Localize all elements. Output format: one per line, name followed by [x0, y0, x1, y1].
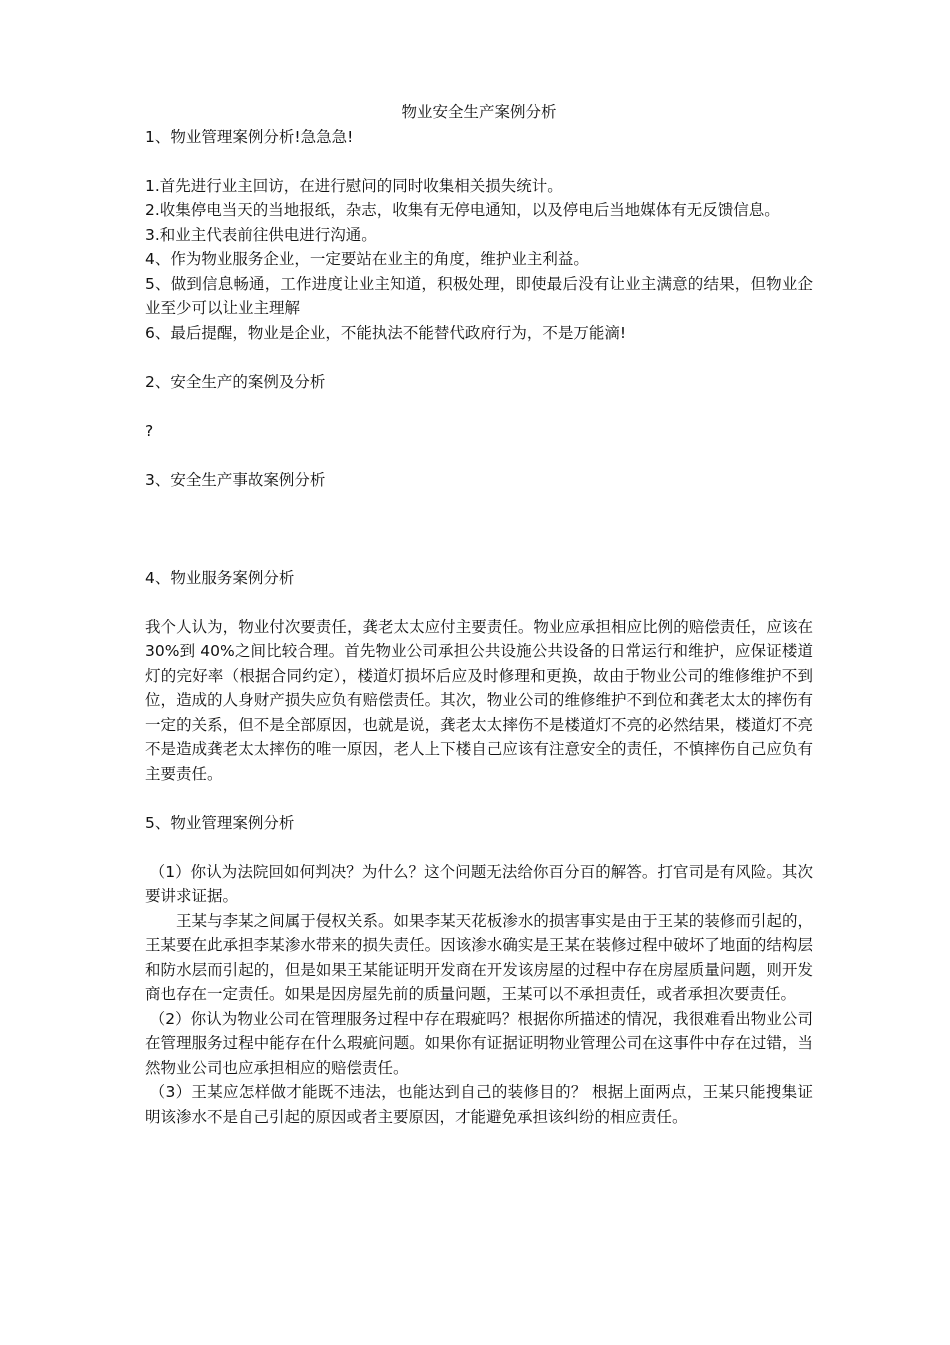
section-1-item: 1.首先进行业主回访，在进行慰问的同时收集相关损失统计。: [145, 176, 563, 195]
section-4-heading: 4、物业服务案例分析: [145, 568, 295, 587]
section-1-item: 6、最后提醒，物业是企业，不能执法不能替代政府行为，不是万能滴!: [145, 323, 627, 342]
section-3-heading: 3、安全生产事故案例分析: [145, 470, 326, 489]
blank-line: [145, 443, 813, 468]
section-5-question-2: （2）你认为物业公司在管理服务过程中存在瑕疵吗？根据你所描述的情况，我很难看出物业公司在管理服务过程中能存在什么瑕疵问题。如果你有证据证明物业管理公司在这事件中存在过错，当然物业公司也应承担相应的赔偿责任。: [145, 1009, 813, 1077]
section-4-body: 我个人认为，物业付次要责任，龚老太太应付主要责任。物业应承担相应比例的赔偿责任，应该在 30%到 40%之间比较合理。首先物业公司承担公共设施公共设备的日常运行和维护，应保证楼道灯的完好率（根据合同约定），楼道灯损坏后应及时修理和更换，故由于物业公司的维修维护不到位，造成的人身财产损失应负有赔偿责任。其次，物业公司的维修维护不到位和龚老太太的摔伤有一定的关系，但不是全部原因，也就是说，龚老太太摔伤不是楼道灯不亮的必然结果，楼道灯不亮不是造成龚老太太摔伤的唯一原因，老人上下楼自己应该有注意安全的责任，不慎摔伤自己应负有主要责任。: [145, 617, 813, 783]
section-1-item: 3.和业主代表前往供电进行沟通。: [145, 225, 377, 244]
section-2-heading: 2、安全生产的案例及分析: [145, 372, 326, 391]
blank-line: [145, 345, 813, 370]
blank-line: [145, 835, 813, 860]
blank-line: [145, 590, 813, 615]
section-5-heading: 5、物业管理案例分析: [145, 813, 295, 832]
section-1-item: 5、做到信息畅通，工作进度让业主知道，积极处理，即使最后没有让业主满意的结果，但物业企业至少可以让业主理解: [145, 274, 813, 317]
blank-line: [145, 394, 813, 419]
blank-line: [145, 149, 813, 174]
section-5-question-1-detail: 王某与李某之间属于侵权关系。如果李某天花板渗水的损害事实是由于王某的装修而引起的，王某要在此承担李某渗水带来的损失责任。因该渗水确实是王某在装修过程中破坏了地面的结构层和防水层而引起的，但是如果王某能证明开发商在开发该房屋的过程中存在房屋质量问题，则开发商也存在一定责任。如果是因房屋先前的质量问题，王某可以不承担责任，或者承担次要责任。: [145, 911, 813, 1003]
section-1-item: 4、作为物业服务企业，一定要站在业主的角度，维护业主利益。: [145, 250, 589, 268]
document-title: 物业安全生产案例分析: [401, 103, 557, 121]
section-1-heading: 1、物业管理案例分析!急急急!: [145, 127, 354, 146]
blank-line: [145, 492, 813, 517]
document-body: [145, 100, 813, 1129]
blank-line: [145, 786, 813, 811]
section-5-question-1: （1）你认为法院回如何判决？为什么？这个问题无法给你百分百的解答。打官司是有风险。其次要讲求证据。: [145, 862, 813, 905]
section-1-item: 2.收集停电当天的当地报纸，杂志，收集有无停电通知，以及停电后当地媒体有无反馈信息。: [145, 201, 780, 219]
blank-line: [145, 517, 813, 542]
section-5-question-3: （3）王某应怎样做才能既不违法，也能达到自己的装修目的？ 根据上面两点，王某只能搜集证明该渗水不是自己引起的原因或者主要原因，才能避免承担该纠纷的相应责任。: [145, 1083, 813, 1126]
section-2-body: ?: [145, 421, 154, 440]
blank-line: [145, 541, 813, 566]
